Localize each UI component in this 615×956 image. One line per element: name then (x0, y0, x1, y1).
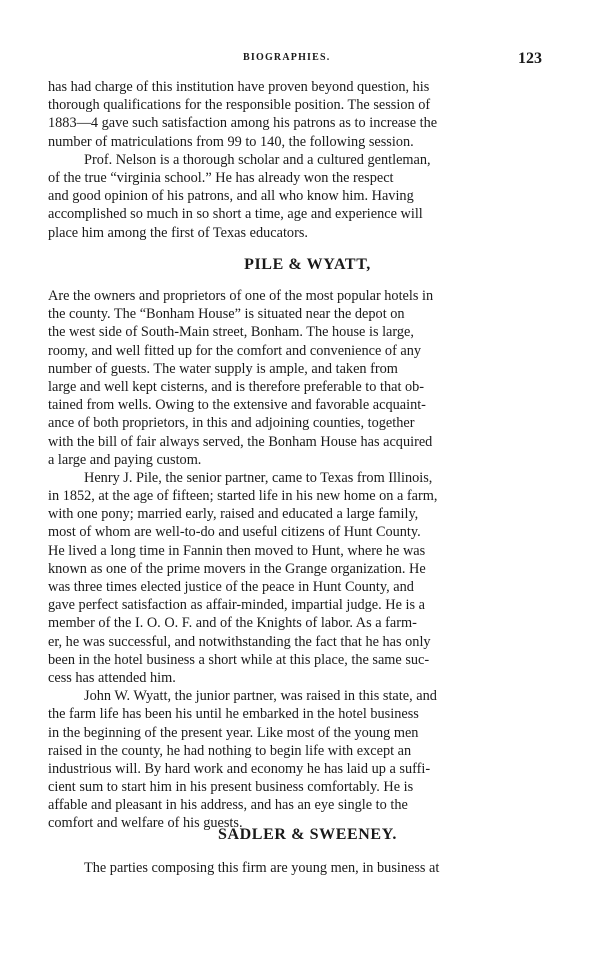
text-line: John W. Wyatt, the junior partner, was raised in this state, and (84, 688, 437, 705)
text-line: the county. The “Bonham House” is situated near the depot on (48, 306, 405, 323)
paragraph-block-sadler-sweeney (48, 859, 546, 877)
text-line: gave perfect satisfaction as affair-minded, impartial judge. He is a (48, 597, 425, 614)
text-line: known as one of the prime movers in the Grange organization. He (48, 560, 426, 577)
text-line: number of guests. The water supply is ample, and taken from (48, 360, 398, 377)
text-line: cient sum to start him in his present business comfortably. He is (48, 779, 414, 796)
text-line: cess has attended him. (48, 669, 176, 686)
text-line: He lived a long time in Fannin then moved to Hunt, where he was (48, 542, 426, 559)
text-line: in the beginning of the present year. Like most of the young men (48, 724, 419, 741)
text-line: a large and paying custom. (48, 451, 202, 468)
page-number: 123 (518, 50, 542, 67)
text-line: of the true “virginia school.” He has already won the respect (48, 169, 394, 186)
text-line: affable and pleasant in his address, and has an eye single to the (48, 797, 408, 814)
text-line: tained from wells. Owing to the extensive and favorable acquaint- (48, 397, 426, 414)
text-line: with one pony; married early, raised and educated a large family, (48, 506, 419, 523)
text-line: comfort and welfare of his guests. (48, 815, 243, 832)
text-line: was three times elected justice of the peace in Hunt County, and (48, 579, 414, 595)
text-line: 1883—4 gave such satisfaction among his patrons as to increase the (48, 115, 438, 132)
section-heading-pile-wyatt: PILE & WYATT, (244, 256, 371, 273)
text-line: thorough qualifications for the responsible position. The session of (48, 97, 431, 114)
text-line: and good opinion of his patrons, and all who know him. Having (48, 188, 414, 205)
text-line: has had charge of this institution have proven beyond question, his (48, 79, 430, 95)
text-line: place him among the first of Texas educators. (48, 224, 308, 241)
text-line: member of the I. O. O. F. and of the Knights of labor. As a farm- (48, 615, 417, 632)
running-head-title: BIOGRAPHIES. (243, 52, 331, 63)
section-heading-sadler-sweeney: SADLER & SWEENEY. (218, 826, 397, 843)
text-line: raised in the county, he had nothing to begin life with except an (48, 742, 412, 759)
text-line: er, he was successful, and notwithstanding the fact that he has only (48, 633, 431, 650)
running-head (0, 51, 615, 67)
text-line: ance of both proprietors, in this and adjoining counties, together (48, 415, 415, 432)
text-line: been in the hotel business a short while at this place, the same suc- (48, 651, 430, 668)
text-line: number of matriculations from 99 to 140, the following session. (48, 133, 414, 150)
text-line: Prof. Nelson is a thorough scholar and a cultured gentleman, (84, 151, 431, 168)
paragraph-block-nelson (48, 78, 546, 242)
text-line: large and well kept cisterns, and is therefore preferable to that ob- (48, 378, 425, 395)
text-line: The parties composing this firm are young men, in business at (84, 860, 440, 876)
text-line: industrious will. By hard work and economy he has laid up a suffi- (48, 760, 431, 777)
text-line: Henry J. Pile, the senior partner, came to Texas from Illinois, (84, 469, 433, 486)
text-line: most of whom are well-to-do and useful citizens of Hunt County. (48, 524, 421, 541)
paragraph-block-pile-wyatt (48, 287, 546, 833)
text-line: in 1852, at the age of fifteen; started life in his new home on a farm, (48, 488, 438, 505)
text-line: with the bill of fair always served, the Bonham House has acquired (48, 433, 433, 450)
text-line: the west side of South-Main street, Bonham. The house is large, (48, 324, 414, 341)
text-line: the farm life has been his until he embarked in the hotel business (48, 706, 419, 723)
text-line: accomplished so much in so short a time, age and experience will (48, 206, 423, 223)
text-line: Are the owners and proprietors of one of the most popular hotels in (48, 288, 434, 304)
text-line: roomy, and well fitted up for the comfort and convenience of any (48, 342, 422, 359)
